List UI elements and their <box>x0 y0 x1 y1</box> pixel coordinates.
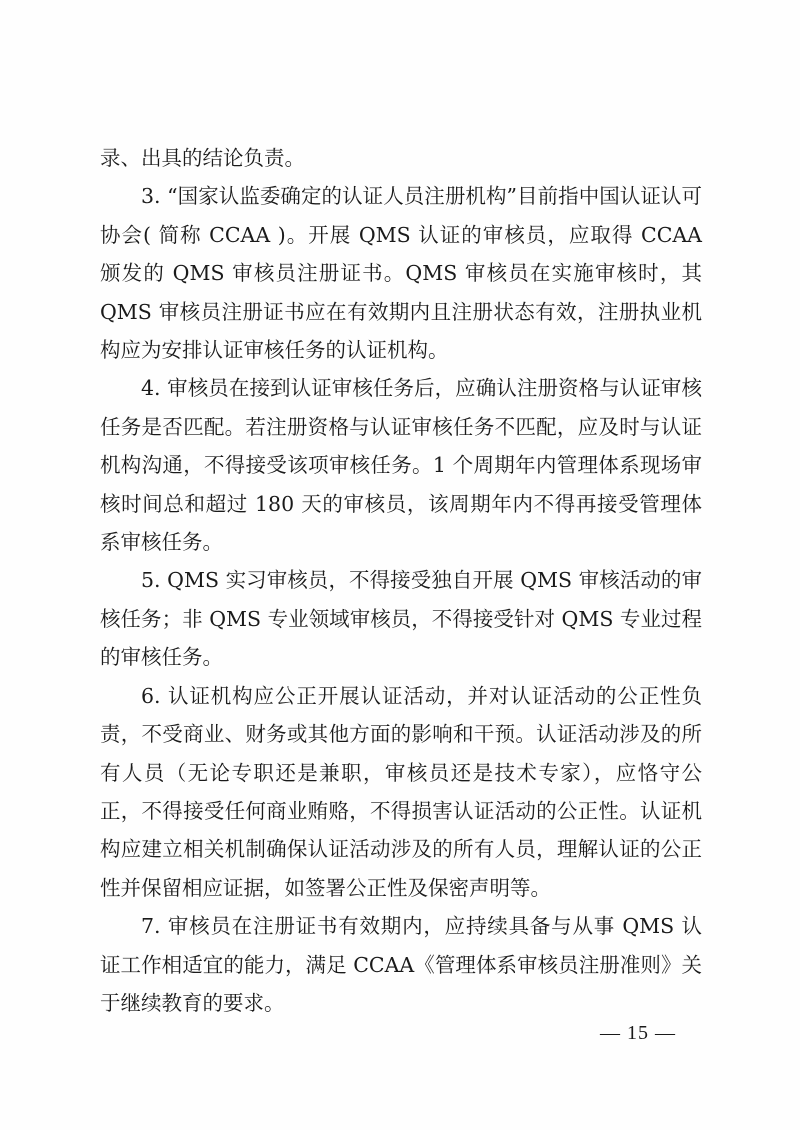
paragraph-item-3: 3. “国家认监委确定的认证人员注册机构”目前指中国认证认可协会( 简称 CCAA )。开展 QMS 认证的审核员，应取得 CCAA 颁发的 QMS 审核员注册证书。QMS 审核员在实施审核时，其 QMS 审核员注册证书应在有效期内且注册状态有效，注册执业机构应为安排认证审核任务的认证机构。 <box>100 184 702 363</box>
paragraph-item-5: 5. QMS 实习审核员，不得接受独自开展 QMS 审核活动的审核任务；非 QMS 专业领域审核员，不得接受针对 QMS 专业过程的审核任务。 <box>100 568 702 670</box>
paragraph-item-6: 6. 认证机构应公正开展认证活动，并对认证活动的公正性负责，不受商业、财务或其他方面的影响和干预。认证活动涉及的所有人员（无论专职还是兼职，审核员还是技术专家），应恪守公正，不得接受任何商业贿赂，不得损害认证活动的公正性。认证机构应建立相关机制确保认证活动涉及的所有人员，理解认证的公正性并保留相应证据，如签署公正性及保密声明等。 <box>100 683 702 900</box>
document-body <box>100 139 702 1022</box>
paragraph-item-4: 4. 审核员在接到认证审核任务后，应确认注册资格与认证审核任务是否匹配。若注册资格与认证审核任务不匹配，应及时与认证机构沟通，不得接受该项审核任务。1 个周期年内管理体系现场审核时间总和超过 180 天的审核员，该周期年内不得再接受管理体系审核任务。 <box>100 376 702 555</box>
paragraph-item-7: 7. 审核员在注册证书有效期内，应持续具备与从事 QMS 认证工作相适宜的能力，满足 CCAA《管理体系审核员注册准则》关于继续教育的要求。 <box>100 914 702 1015</box>
paragraph-continuation: 录、出具的结论负责。 <box>100 146 305 170</box>
page-number: — 15 — <box>600 1022 676 1044</box>
